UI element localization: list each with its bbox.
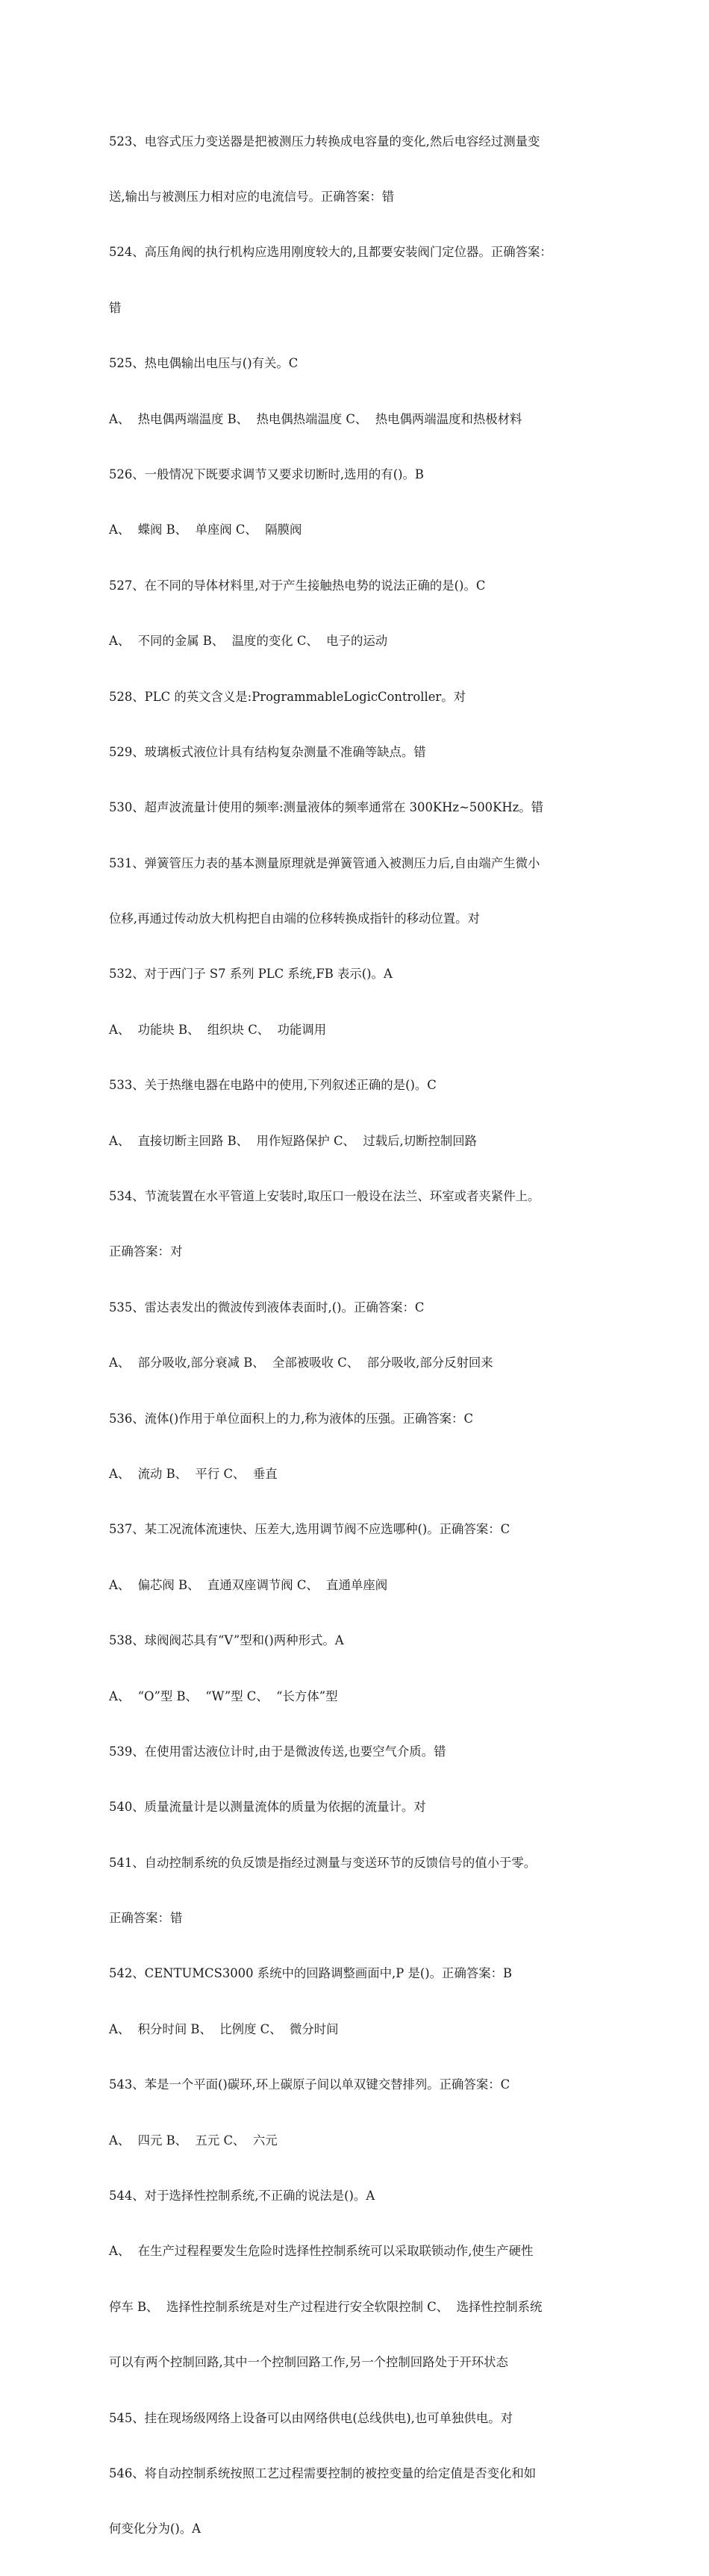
text-line: A、 不同的金属 B、 温度的变化 C、 电子的运动 <box>109 634 388 649</box>
text-line: 523、电容式压力变送器是把被测压力转换成电容量的变化,然后电容经过测量变 <box>109 134 540 149</box>
text-line: 535、雷达表发出的微波传到液体表面时,()。正确答案：C <box>109 1300 425 1314</box>
text-line: 534、节流装置在水平管道上安装时,取压口一般设在法兰、环室或者夹紧件上。 <box>109 1189 540 1204</box>
text-line: A、 偏芯阀 B、 直通双座调节阀 C、 直通单座阀 <box>109 1577 388 1592</box>
text-line: 546、将自动控制系统按照工艺过程需要控制的被控变量的给定值是否变化和如 <box>109 2466 537 2480</box>
text-line: 545、挂在现场级网络上设备可以由网络供电(总线供电),也可单独供电。对 <box>109 2410 513 2425</box>
text-line: 何变化分为()。A <box>109 2522 201 2536</box>
text-line: 524、高压角阀的执行机构应选用刚度较大的,且都要安装阀门定位器。正确答案： <box>109 245 552 260</box>
text-line: A、 积分时间 B、 比例度 C、 微分时间 <box>109 2021 339 2036</box>
text-line: 532、对于西门子 S7 系列 PLC 系统,FB 表示()。A <box>109 967 393 982</box>
text-line: A、 流动 B、 平行 C、 垂直 <box>109 1466 278 1481</box>
text-line: 停车 B、 选择性控制系统是对生产过程进行安全软限控制 C、 选择性控制系统 <box>109 2299 543 2314</box>
text-line: A、 四元 B、 五元 C、 六元 <box>109 2133 278 2148</box>
text-line: 529、玻璃板式液位计具有结构复杂测量不准确等缺点。错 <box>109 744 426 759</box>
text-line: A、 直接切断主回路 B、 用作短路保护 C、 过载后,切断控制回路 <box>109 1133 478 1148</box>
text-line: 525、热电偶输出电压与()有关。C <box>109 356 299 371</box>
text-line: 541、自动控制系统的负反馈是指经过测量与变送环节的反馈信号的值小于零。 <box>109 1855 537 1870</box>
text-line: 536、流体()作用于单位面积上的力,称为液体的压强。正确答案：C <box>109 1411 473 1426</box>
text-line: A、 部分吸收,部分衰减 B、 全部被吸收 C、 部分吸收,部分反射回来 <box>109 1356 493 1370</box>
text-line: 526、一般情况下既要求调节又要求切断时,选用的有()。B <box>109 467 424 481</box>
text-line: A、 热电偶两端温度 B、 热电偶热端温度 C、 热电偶两端温度和热极材料 <box>109 411 522 426</box>
text-line: 正确答案：对 <box>109 1244 183 1259</box>
text-line: 可以有两个控制回路,其中一个控制回路工作,另一个控制回路处于开环状态 <box>109 2355 508 2370</box>
text-line: 位移,再通过传动放大机构把自由端的位移转换成指针的移动位置。对 <box>109 911 480 926</box>
text-line: 528、PLC 的英文含义是:ProgrammableLogicController。对 <box>109 689 466 704</box>
document-text <box>109 96 608 2576</box>
text-line: 539、在使用雷达液位计时,由于是微波传送,也要空气介质。错 <box>109 1744 446 1759</box>
text-line: 错 <box>109 300 122 315</box>
text-line: 送,输出与被测压力相对应的电流信号。正确答案：错 <box>109 189 395 204</box>
text-line: 544、对于选择性控制系统,不正确的说法是()。A <box>109 2189 375 2204</box>
text-line: 531、弹簧管压力表的基本测量原理就是弹簧管通入被测压力后,自由端产生微小 <box>109 855 540 870</box>
text-line: 543、苯是一个平面()碳环,环上碳原子间以单双键交替排列。正确答案：C <box>109 2077 510 2092</box>
text-line: A、 功能块 B、 组织块 C、 功能调用 <box>109 1022 327 1037</box>
text-line: 527、在不同的导体材料里,对于产生接触热电势的说法正确的是()。C <box>109 578 486 593</box>
text-line: 537、某工况流体流速快、压差大,选用调节阀不应选哪种()。正确答案：C <box>109 1522 510 1537</box>
text-line: 542、CENTUMCS3000 系统中的回路调整画面中,P 是()。正确答案：B <box>109 1966 513 1981</box>
text-line: A、 “O”型 B、 “W”型 C、 “长方体”型 <box>109 1688 338 1703</box>
text-line: 540、质量流量计是以测量流体的质量为依据的流量计。对 <box>109 1800 426 1815</box>
text-line: 533、关于热继电器在电路中的使用,下列叙述正确的是()。C <box>109 1078 437 1093</box>
text-line: 530、超声波流量计使用的频率:测量液体的频率通常在 300KHz~500KHz。错 <box>109 800 544 815</box>
text-line: 正确答案：错 <box>109 1911 183 1926</box>
text-line: A、 蝶阀 B、 单座阀 C、 隔膜阀 <box>109 523 302 537</box>
text-line: 538、球阀阀芯具有“V”型和()两种形式。A <box>109 1633 344 1648</box>
text-line: A、 在生产过程程要发生危险时选择性控制系统可以采取联锁动作,使生产硬性 <box>109 2244 534 2259</box>
